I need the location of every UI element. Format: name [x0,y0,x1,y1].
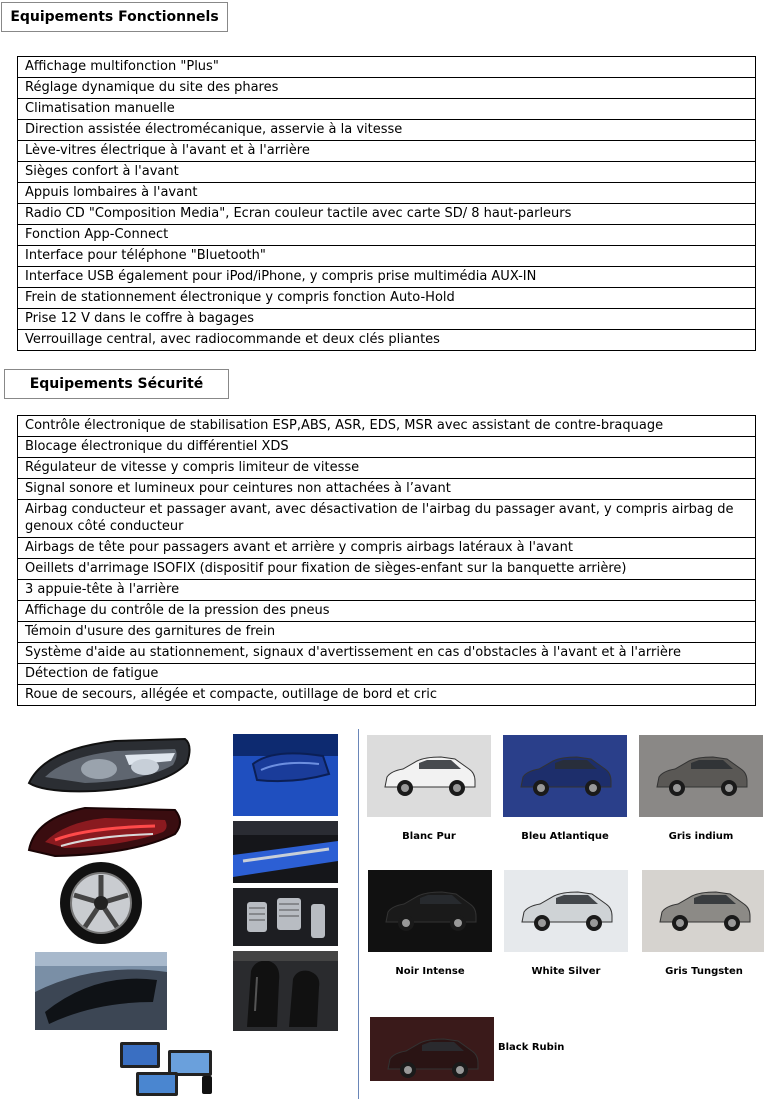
color-name-label: White Silver [531,966,601,977]
table-row [18,57,756,78]
equipment-item: Direction assistée électromécanique, asservie à la vitesse [18,120,756,141]
table-row [18,246,756,267]
equipment-item: Interface pour téléphone "Bluetooth" [18,246,756,267]
color-name-label: Noir Intense [395,966,465,977]
color-swatch-image [368,870,492,952]
equipment-item: Verrouillage central, avec radiocommande et deux clés pliantes [18,330,756,351]
table-row [18,416,756,437]
equipment-item: Fonction App-Connect [18,225,756,246]
table-row [18,183,756,204]
equipment-item: Affichage du contrôle de la pression des pneus [18,601,756,622]
fonctionnels-table [17,56,756,351]
table-row [18,330,756,351]
table-row [18,479,756,500]
table-row [18,99,756,120]
color-swatch-image [504,870,628,952]
hatchback-car-icon [518,888,614,934]
hatchback-car-icon [384,1035,480,1081]
section-title-securite [4,369,229,399]
equipment-item: Réglage dynamique du site des phares [18,78,756,99]
app-connect-devices-icon [118,1036,218,1098]
equipment-item: Climatisation manuelle [18,99,756,120]
table-row [18,601,756,622]
led-headlight-icon [25,733,193,795]
equipment-item: Régulateur de vitesse y compris limiteur de vitesse [18,458,756,479]
table-row [18,500,756,538]
equipment-item: Airbag conducteur et passager avant, avec désactivation de l'airbag du passager avant, y compris airbag de genoux côté conducteur [18,500,756,538]
section-title-securite-text: Equipements Sécurité [29,376,204,392]
table-row [18,643,756,664]
hatchback-car-icon [382,888,478,934]
led-taillight-icon [25,800,185,858]
sport-seats-image [233,951,338,1031]
table-row [18,267,756,288]
color-swatch-image [370,1017,494,1081]
table-row [18,664,756,685]
color-name-label: Gris indium [668,831,734,842]
table-row [18,538,756,559]
color-swatch-image [367,735,491,817]
app-connect-image [118,1036,218,1098]
securite-table [17,415,756,706]
table-row [18,225,756,246]
color-swatch-image [639,735,763,817]
side-mirror-image [233,734,338,816]
table-row [18,458,756,479]
equipment-item: Détection de fatigue [18,664,756,685]
color-name-label: Bleu Atlantique [521,831,609,842]
alloy-wheel-icon [58,860,144,946]
table-row [18,622,756,643]
equipment-item: Blocage électronique du différentiel XDS [18,437,756,458]
side-mirror-icon [233,734,338,816]
equipment-item: Frein de stationnement électronique y compris fonction Auto-Hold [18,288,756,309]
table-row [18,685,756,706]
equipment-item: Témoin d'usure des garnitures de frein [18,622,756,643]
table-row [18,288,756,309]
section-title-fonctionnels [1,2,228,32]
equipment-item: Lève-vitres électrique à l'avant et à l'arrière [18,141,756,162]
equipment-item: Affichage multifonction "Plus" [18,57,756,78]
pedals-icon [233,888,338,946]
equipment-item: Interface USB également pour iPod/iPhone, y compris prise multimédia AUX-IN [18,267,756,288]
panoramic-roof-image [35,952,167,1030]
panoramic-roof-icon [35,952,167,1030]
equipment-item: Système d'aide au stationnement, signaux d'avertissement en cas d'obstacles à l'avant et à l'arrière [18,643,756,664]
hatchback-car-icon [653,753,749,799]
table-row [18,120,756,141]
table-row [18,204,756,225]
equipment-item: Signal sonore et lumineux pour ceintures non attachées à l’avant [18,479,756,500]
equipment-item: Airbags de tête pour passagers avant et arrière y compris airbags latéraux à l'avant [18,538,756,559]
table-row [18,162,756,183]
equipment-item: Appuis lombaires à l'avant [18,183,756,204]
equipment-item: Radio CD "Composition Media", Ecran couleur tactile avec carte SD/ 8 haut-parleurs [18,204,756,225]
color-swatch-image [503,735,627,817]
alloy-wheel-image [58,860,144,946]
section-title-fonctionnels-text: Equipements Fonctionnels [10,9,219,25]
sport-seats-icon [233,951,338,1031]
table-row [18,559,756,580]
equipment-item: 3 appuie-tête à l'arrière [18,580,756,601]
equipment-item: Prise 12 V dans le coffre à bagages [18,309,756,330]
color-name-label: Blanc Pur [402,831,456,842]
equipment-item: Contrôle électronique de stabilisation ESP,ABS, ASR, EDS, MSR avec assistant de contre-braquage [18,416,756,437]
table-row [18,309,756,330]
color-swatch-image [642,870,764,952]
hatchback-car-icon [656,888,752,934]
door-sill-image [233,821,338,883]
table-row [18,141,756,162]
led-taillight-image [25,800,185,858]
hatchback-car-icon [517,753,613,799]
table-row [18,580,756,601]
color-name-label: Black Rubin [498,1042,565,1053]
color-name-label: Gris Tungsten [665,966,743,977]
pedals-image [233,888,338,946]
equipment-item: Roue de secours, allégée et compacte, outillage de bord et cric [18,685,756,706]
table-row [18,78,756,99]
led-headlight-image [25,733,193,795]
column-divider [358,729,359,1099]
equipment-item: Oeillets d'arrimage ISOFIX (dispositif pour fixation de sièges-enfant sur la banquette arrière) [18,559,756,580]
table-row [18,437,756,458]
equipment-item: Sièges confort à l'avant [18,162,756,183]
hatchback-car-icon [381,753,477,799]
door-sill-icon [233,821,338,883]
